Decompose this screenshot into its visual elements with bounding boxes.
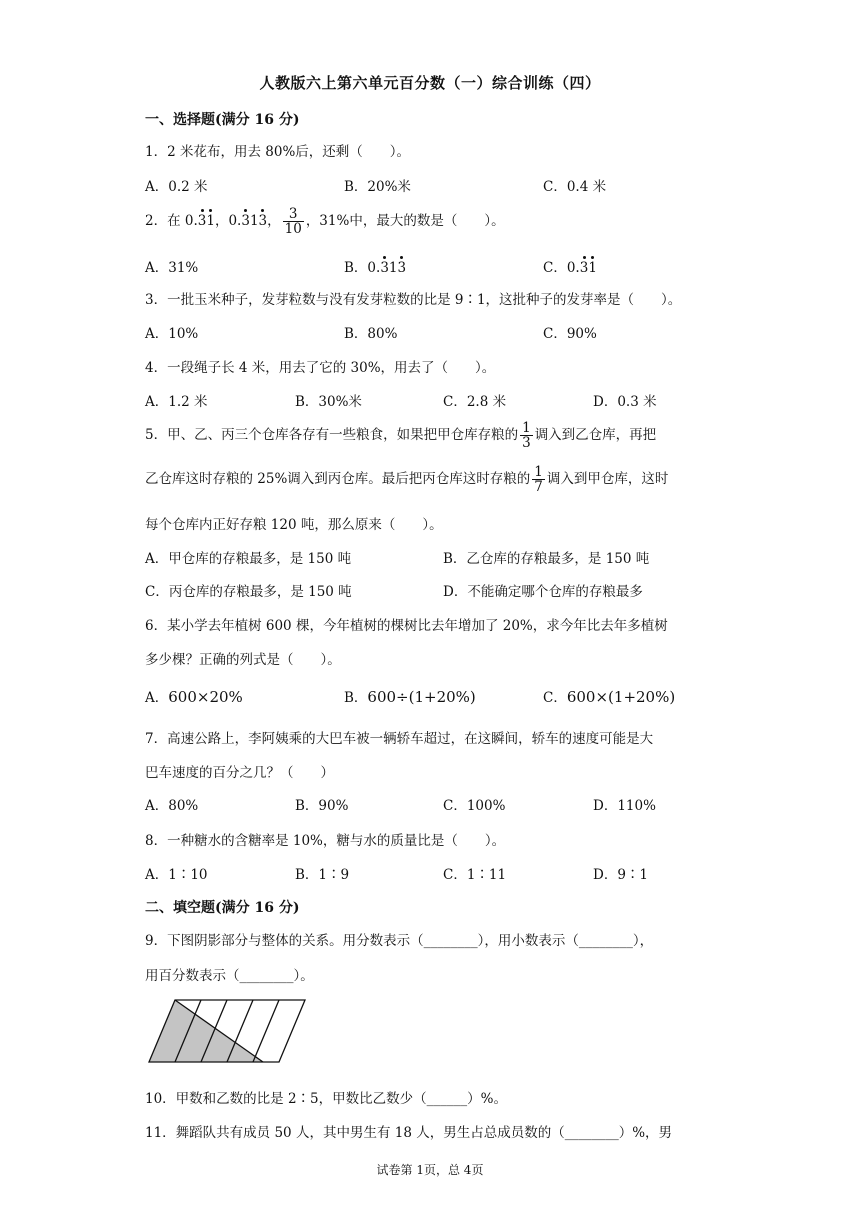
option-a: A．10%: [145, 326, 199, 342]
option-c: C．丙仓库的存粮最多，是 150 吨: [145, 584, 352, 600]
question-11: 11．舞蹈队共有成员 50 人，其中男生有 18 人，男生占总成员数的（________）%，男: [145, 1125, 673, 1141]
option-c: C．90%: [543, 326, 597, 342]
question-7-line-1: 7．高速公路上，李阿姨乘的大巴车被一辆轿车超过，在这瞬间，轿车的速度可能是大: [145, 731, 654, 747]
repeating-digit: 1: [206, 213, 215, 230]
shaded-region: [149, 1000, 263, 1062]
repeating-digit: 3: [258, 213, 268, 230]
question-5-line-1: 5．甲、乙、丙三个仓库各存有一些粮食，如果把甲仓库存粮的 $\frac{1}{3}$ 调入到乙仓库，再把: [145, 420, 657, 452]
option-c: C．2.8 米: [443, 394, 507, 410]
question-5-options-row-1: [145, 547, 725, 567]
fraction: $\frac{1}{3}$: [522, 420, 531, 452]
section-heading-choice: 一、选择题(满分 16 分): [145, 112, 300, 128]
option-b: B．600÷(1+20%): [344, 688, 476, 706]
repeating-digit: 3: [197, 213, 207, 230]
question-4: 4．一段绳子长 4 米，用去了它的 30%，用去了（ ）。: [145, 360, 496, 376]
question-8: 8．一种糖水的含糖率是 10%，糖与水的质量比是（ ）。: [145, 833, 506, 849]
question-3-options: [145, 322, 725, 342]
option-c: C．1∶11: [443, 867, 507, 883]
question-5-line-2: 乙仓库这时存粮的 25%调入到丙仓库。最后把丙仓库这时存粮的 $\frac{1}{7}$ 调入到甲仓库，这时: [145, 464, 669, 496]
repeating-digit: 3: [241, 213, 250, 230]
option-c: C．0.4 米: [543, 179, 607, 195]
option-c: C．0.31: [543, 260, 597, 276]
question-3: 3．一批玉米种子，发芽粒数与没有发芽粒数的比是 9∶1，这批种子的发芽率是（ ）。: [145, 292, 682, 308]
fraction: $\frac{3}{10}$: [284, 206, 302, 238]
question-6-options: [145, 686, 725, 706]
question-6-line-1: 6．某小学去年植树 600 棵，今年植树的棵树比去年增加了 20%，求今年比去年多植树: [145, 618, 668, 634]
option-b: B．20%米: [344, 179, 411, 195]
option-b: B．1∶9: [295, 867, 350, 883]
question-1-options: [145, 175, 725, 195]
option-d: D．不能确定哪个仓库的存粮最多: [443, 584, 643, 600]
option-a: A．1.2 米: [145, 394, 208, 410]
option-a: A．0.2 米: [145, 179, 208, 195]
question-2: 2．在 0.31，0.313， $\frac{3}{10}$ ，31%中，最大的数是（ ）。: [145, 206, 505, 238]
question-4-options: [145, 390, 725, 410]
option-c: C．100%: [443, 798, 506, 814]
parallelogram-figure: [145, 996, 310, 1066]
option-a: A．甲仓库的存粮最多，是 150 吨: [145, 551, 352, 567]
section-heading-fill-blank: 二、填空题(满分 16 分): [145, 900, 300, 916]
question-1: 1．2 米花布，用去 80%后，还剩（ ）。: [145, 144, 411, 160]
option-b: B．乙仓库的存粮最多，是 150 吨: [443, 551, 650, 567]
question-9-line-1: 9．下图阴影部分与整体的关系。用分数表示（________），用小数表示（________），: [145, 933, 654, 949]
question-2-options: [145, 256, 725, 276]
option-d: D．0.3 米: [593, 394, 657, 410]
question-5-line-3: 每个仓库内正好存粮 120 吨，那么原来（ ）。: [145, 517, 443, 533]
option-a: A．31%: [145, 260, 199, 276]
option-a: A．600×20%: [145, 688, 243, 706]
question-6-line-2: 多少棵？正确的列式是（ ）。: [145, 652, 341, 668]
option-c: C．600×(1+20%): [543, 688, 676, 706]
option-b: B．30%米: [295, 394, 362, 410]
option-a: A．80%: [145, 798, 199, 814]
question-7-options: [145, 794, 725, 814]
option-d: D．110%: [593, 798, 656, 814]
option-a: A．1∶10: [145, 867, 208, 883]
question-7-line-2: 巴车速度的百分之几？（ ）: [145, 765, 334, 781]
question-9-line-2: 用百分数表示（________）。: [145, 968, 314, 984]
question-10: 10．甲数和乙数的比是 2∶5，甲数比乙数少（______）%。: [145, 1091, 507, 1107]
question-8-options: [145, 863, 725, 883]
option-b: B．80%: [344, 326, 398, 342]
option-d: D．9∶1: [593, 867, 649, 883]
divider-line: [253, 1000, 279, 1062]
option-b: B．90%: [295, 798, 349, 814]
question-5-options-row-2: [145, 580, 725, 600]
page-footer: 试卷第 1页，总 4页: [376, 1163, 484, 1177]
fraction: $\frac{1}{7}$: [534, 464, 543, 496]
option-b: B．0.313: [344, 260, 407, 276]
page-title: 人教版六上第六单元百分数（一）综合训练（四）: [259, 74, 601, 92]
